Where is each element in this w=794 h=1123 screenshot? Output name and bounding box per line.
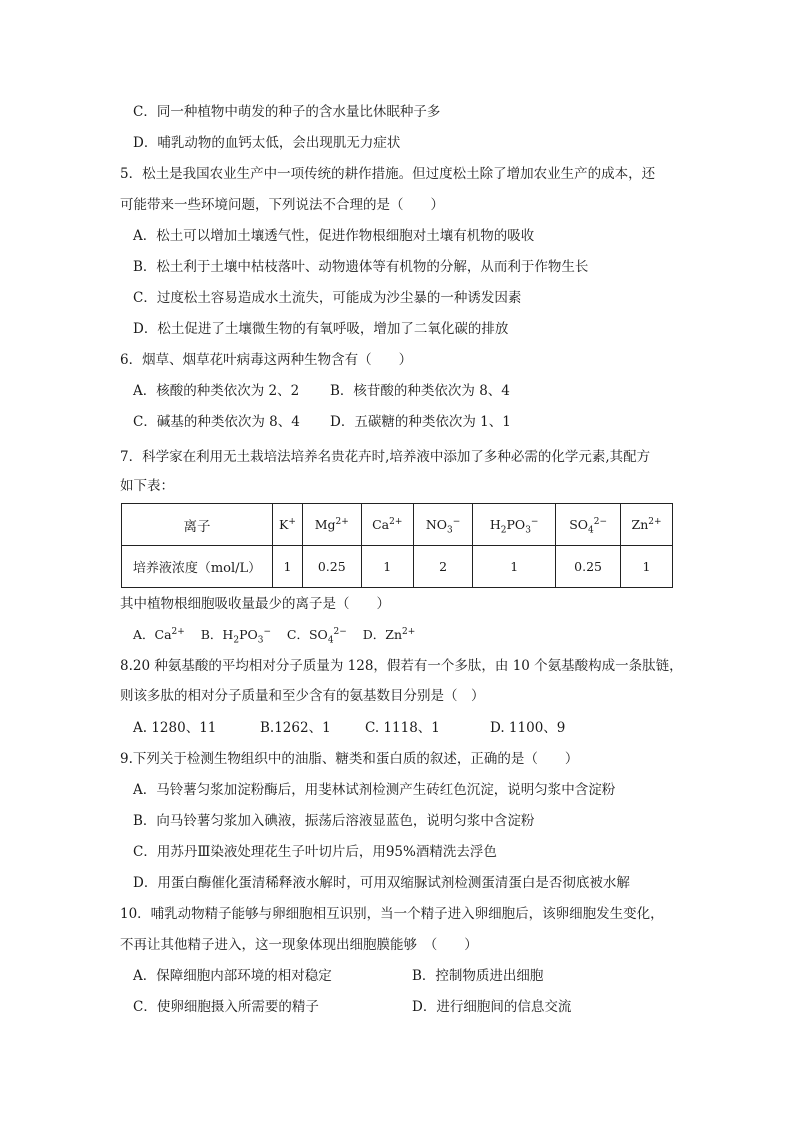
ion-k: K+	[273, 504, 303, 546]
q10-stem-line1: 10．哺乳动物精子能够与卵细胞相互识别，当一个精子进入卵细胞后，该卵细胞发生变化，	[120, 906, 664, 922]
table-header-label: 离子	[122, 504, 273, 546]
q9-option-a: A．马铃薯匀浆加淀粉酶后，用斐林试剂检测产生砖红色沉淀，说明匀浆中含淀粉	[133, 782, 616, 798]
q8-option-b: B.1262、1	[260, 720, 331, 736]
q6-option-d: D．五碳糖的种类依次为 1、1	[330, 414, 511, 430]
q5-option-b: B．松土利于土壤中枯枝落叶、动物遗体等有机物的分解，从而利于作物生长	[133, 259, 589, 275]
q6-option-a: A．核酸的种类依次为 2、2	[133, 383, 300, 399]
q5-stem-line1: 5．松土是我国农业生产中一项传统的耕作措施。但过度松土除了增加农业生产的成本，还	[120, 166, 656, 182]
q7-stem-line1: 7．科学家在利用无土栽培法培养名贵花卉时,培养液中添加了多种必需的化学元素,其配方	[120, 449, 651, 465]
q5-option-c: C．过度松土容易造成水土流失，可能成为沙尘暴的一种诱发因素	[133, 290, 522, 306]
q9-option-b: B．向马铃薯匀浆加入碘液，振荡后溶液显蓝色，说明匀浆中含淀粉	[133, 813, 535, 829]
q5-stem-line2: 可能带来一些环境问题，下列说法不合理的是（ ）	[120, 197, 444, 213]
table-header-row	[122, 504, 673, 546]
q9-option-c: C．用苏丹Ⅲ染液处理花生子叶切片后，用95%酒精洗去浮色	[133, 844, 497, 860]
table-row	[122, 546, 673, 588]
q8-option-a: A. 1280、11	[133, 720, 217, 736]
q5-option-a: A．松土可以增加土壤透气性，促进作物根细胞对土壤有机物的吸收	[133, 228, 535, 244]
table-cell: 0.25	[302, 546, 361, 588]
q5-option-d: D．松土促进了土壤微生物的有氧呼吸，增加了二氧化碳的排放	[133, 321, 509, 337]
ion-concentration-table	[121, 503, 673, 588]
q8-stem-line2: 则该多肽的相对分子质量和至少含有的氨基数目分别是（ ）	[120, 688, 485, 704]
ion-zn: $Zn^{2+}$	[621, 504, 673, 546]
q8-stem-line1: 8.20 种氨基酸的平均相对分子质量为 128，假若有一个多肽，由 10 个氨基酸构成一条肽链，	[120, 658, 683, 674]
q7-option-d: D．$Zn^{2+}$	[362, 626, 416, 642]
q8-option-d: D. 1100、9	[490, 720, 566, 736]
q7-option-b: B．$H_2PO_3^-$	[200, 626, 272, 646]
ion-ca: $Ca^{2+}$	[361, 504, 413, 546]
table-row-label: 培养液浓度（mol/L）	[122, 546, 273, 588]
q7-question: 其中植物根细胞吸收量最少的离子是（ ）	[120, 596, 390, 612]
table-cell: 1	[473, 546, 556, 588]
q10-stem-line2: 不再让其他精子进入，这一现象体现出细胞膜能够 （ ）	[120, 937, 478, 953]
q10-option-d: D．进行细胞间的信息交流	[412, 999, 572, 1015]
ion-h2po3: $H_2PO_3^-$	[473, 504, 556, 546]
q4-option-c: C．同一种植物中萌发的种子的含水量比休眠种子多	[133, 104, 441, 120]
table-cell: 2	[413, 546, 472, 588]
ion-mg: $Mg^{2+}$	[302, 504, 361, 546]
q9-option-d: D．用蛋白酶催化蛋清稀释液水解时，可用双缩脲试剂检测蛋清蛋白是否彻底被水解	[133, 875, 630, 891]
q7-option-c: C．$SO_4^{2-}$	[286, 626, 347, 646]
q6-stem: 6．烟草、烟草花叶病毒这两种生物含有（ ）	[120, 352, 413, 368]
table-cell: 1	[361, 546, 413, 588]
ion-so4: $SO_4^{2-}$	[556, 504, 621, 546]
q10-option-a: A．保障细胞内部环境的相对稳定	[133, 968, 332, 984]
q10-option-b: B．控制物质进出细胞	[412, 968, 544, 984]
ion-no3: $NO_3^-$	[413, 504, 472, 546]
q4-option-d: D．哺乳动物的血钙太低，会出现肌无力症状	[133, 135, 401, 151]
table-cell: 1	[273, 546, 303, 588]
q6-option-b: B．核苷酸的种类依次为 8、4	[330, 383, 510, 399]
table-cell: 0.25	[556, 546, 621, 588]
q9-stem: 9.下列关于检测生物组织中的油脂、糖类和蛋白质的叙述，正确的是（ ）	[120, 751, 579, 767]
q6-option-c: C．碱基的种类依次为 8、4	[133, 414, 300, 430]
q7-stem-line2: 如下表：	[120, 478, 174, 494]
q7-options	[133, 625, 415, 645]
q8-option-c: C. 1118、1	[365, 720, 440, 736]
table-cell: 1	[621, 546, 673, 588]
q10-option-c: C．使卵细胞摄入所需要的精子	[133, 999, 319, 1015]
q7-option-a: A．$Ca^{2+}$	[133, 626, 185, 642]
